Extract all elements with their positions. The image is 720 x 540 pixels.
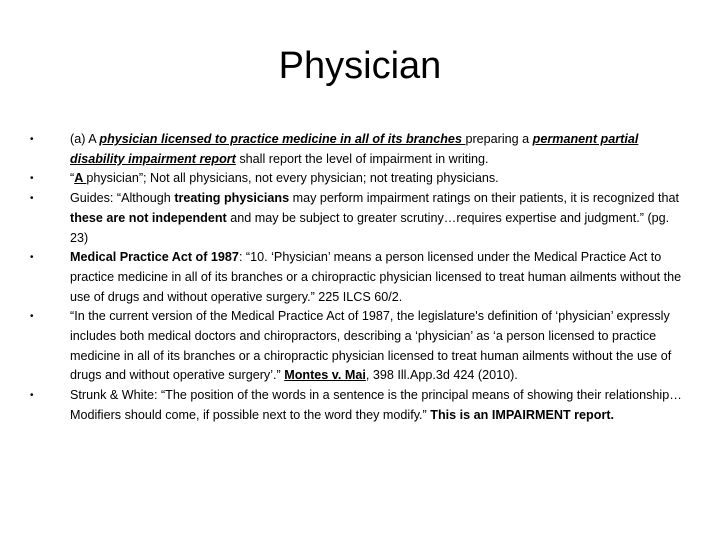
text-run-emphasis: Medical Practice Act of 1987 — [70, 250, 239, 265]
slide-title: Physician — [278, 45, 442, 87]
bullet-item-3 — [30, 189, 685, 248]
bullet-list — [30, 130, 685, 426]
text-run-emphasis: permanent partial disability impairment report — [70, 132, 639, 166]
text-run-emphasis: physician licensed to practice medicine in all of its branches — [99, 132, 466, 146]
bullet-icon: • — [30, 311, 34, 323]
text-run: : “10. ‘Physician’ means a person licensed under the Medical Practice Act to practice medicine in all of its branches or a chiropractic physician licensed to treat human ailments without the use of drugs and without operative surgery.” 225 ILCS 60/2. — [70, 250, 682, 304]
text-run: (a) A — [70, 132, 100, 146]
bullet-item-6 — [30, 386, 685, 425]
bullet-icon: • — [30, 193, 34, 205]
bullet-item-5 — [30, 307, 685, 386]
text-run: physician”; Not all physicians, not every physician; not treating physicians. — [86, 171, 499, 186]
text-run: “In the current version of the Medical Practice Act of 1987, the legislature's definition of ‘physician’ expressly includes both medical doctors and chiropractors, describing a ‘physician’ as ‘a person licensed to practice medicine in all of its branches or a chiropractic physician licensed to treat human ailments without the use of drugs and without operative surgery’.” — [70, 309, 672, 383]
bullet-item-2 — [30, 169, 685, 189]
text-run: “ — [70, 171, 75, 186]
text-run: preparing a — [465, 132, 533, 146]
bullet-item-1 — [30, 130, 685, 169]
text-run: shall report the level of impairment in writing. — [235, 151, 489, 166]
text-run: Strunk & White: “The position of the words in a sentence is the principal means of showing their relationship… Modifiers should come, if possible next to the word they modify.” — [70, 388, 682, 422]
bullet-icon: • — [30, 252, 34, 264]
text-run: , 398 Ill.App.3d 424 (2010). — [365, 368, 518, 383]
bullet-icon: • — [30, 134, 34, 145]
bullet-icon: • — [30, 390, 34, 402]
text-run-emphasis: A — [74, 171, 87, 186]
text-run: may perform impairment ratings on their patients, it is recognized that — [289, 191, 679, 206]
text-run-emphasis: This is an IMPAIRMENT report. — [430, 407, 615, 422]
text-run-emphasis: these are not independent — [70, 210, 227, 225]
text-run-emphasis: treating physicians — [174, 191, 290, 206]
bullet-item-4 — [30, 248, 685, 307]
text-run: Guides: “Although — [70, 191, 175, 206]
bullet-icon: • — [30, 173, 34, 185]
text-run: and may be subject to greater scrutiny…requires expertise and judgment.” (pg. 23) — [70, 210, 670, 245]
case-citation: Montes v. Mai — [284, 368, 366, 383]
